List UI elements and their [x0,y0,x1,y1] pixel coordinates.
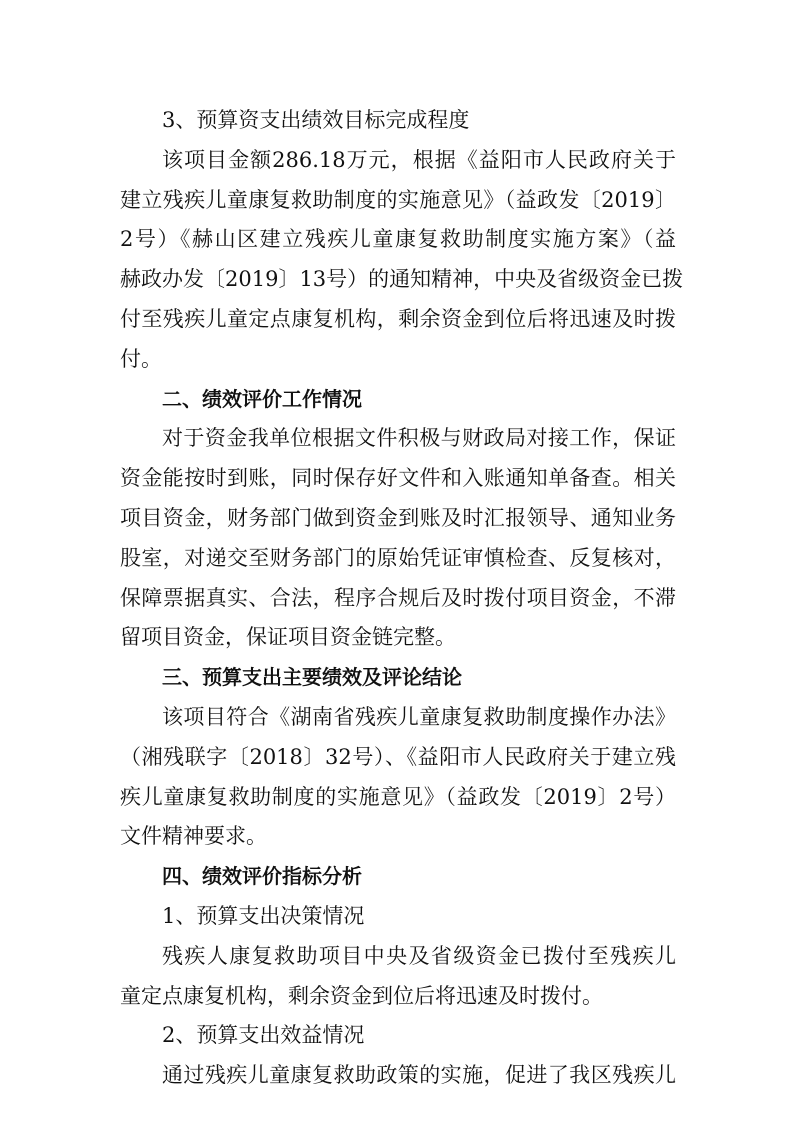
section-heading-3: 三、预算支出主要绩效及评论结论 [162,665,462,690]
paragraph-line: 对于资金我单位根据文件积极与财政局对接工作，保证 [162,426,676,451]
paragraph-line: （湘残联字〔2018〕32号）、《益阳市人民政府关于建立残 [120,744,676,769]
subsection-heading-1: 1、预算支出决策情况 [162,903,365,928]
document-body [120,101,684,1096]
section-heading-4: 四、绩效评价指标分析 [162,864,362,889]
paragraph-line: 文件精神要求。 [120,824,267,849]
paragraph-line: 建立残疾儿童康复救助制度的实施意见》（益政发〔2019〕 [120,187,676,212]
paragraph-line: 项目资金，财务部门做到资金到账及时汇报领导、通知业务 [120,505,676,530]
paragraph-line: 付。 [120,346,162,371]
paragraph-line: 童定点康复机构，剩余资金到位后将迅速及时拨付。 [120,983,603,1008]
subsection-heading-3: 3、预算资支出绩效目标完成程度 [162,108,470,132]
paragraph-line: 该项目符合《湖南省残疾儿童康复救助制度操作办法》 [162,704,676,729]
paragraph-line: 赫政办发〔2019〕13号）的通知精神，中央及省级资金已拨 [120,267,684,292]
paragraph-line: 保障票据真实、合法，程序合规后及时拨付项目资金，不滞 [120,585,676,610]
paragraph-line: 通过残疾儿童康复救助政策的实施，促进了我区残疾儿 [162,1063,676,1088]
subsection-heading-2: 2、预算支出效益情况 [162,1023,365,1048]
paragraph-line: 资金能按时到账，同时保存好文件和入账通知单备查。相关 [120,466,676,491]
paragraph-line: 留项目资金，保证项目资金链完整。 [120,625,456,650]
paragraph-line: 股室，对递交至财务部门的原始凭证审慎检查、反复核对， [120,545,676,570]
paragraph-line: 疾儿童康复救助制度的实施意见》（益政发〔2019〕2号） [120,784,676,809]
paragraph-line: 残疾人康复救助项目中央及省级资金已拨付至残疾儿 [162,943,676,968]
paragraph-line: 该项目金额286.18万元，根据《益阳市人民政府关于 [162,147,676,172]
section-heading-2: 二、绩效评价工作情况 [162,386,362,411]
paragraph-line: 付至残疾儿童定点康复机构，剩余资金到位后将迅速及时拨 [120,306,676,331]
paragraph-line: 2号）《赫山区建立残疾儿童康复救助制度实施方案》（益 [120,227,676,252]
